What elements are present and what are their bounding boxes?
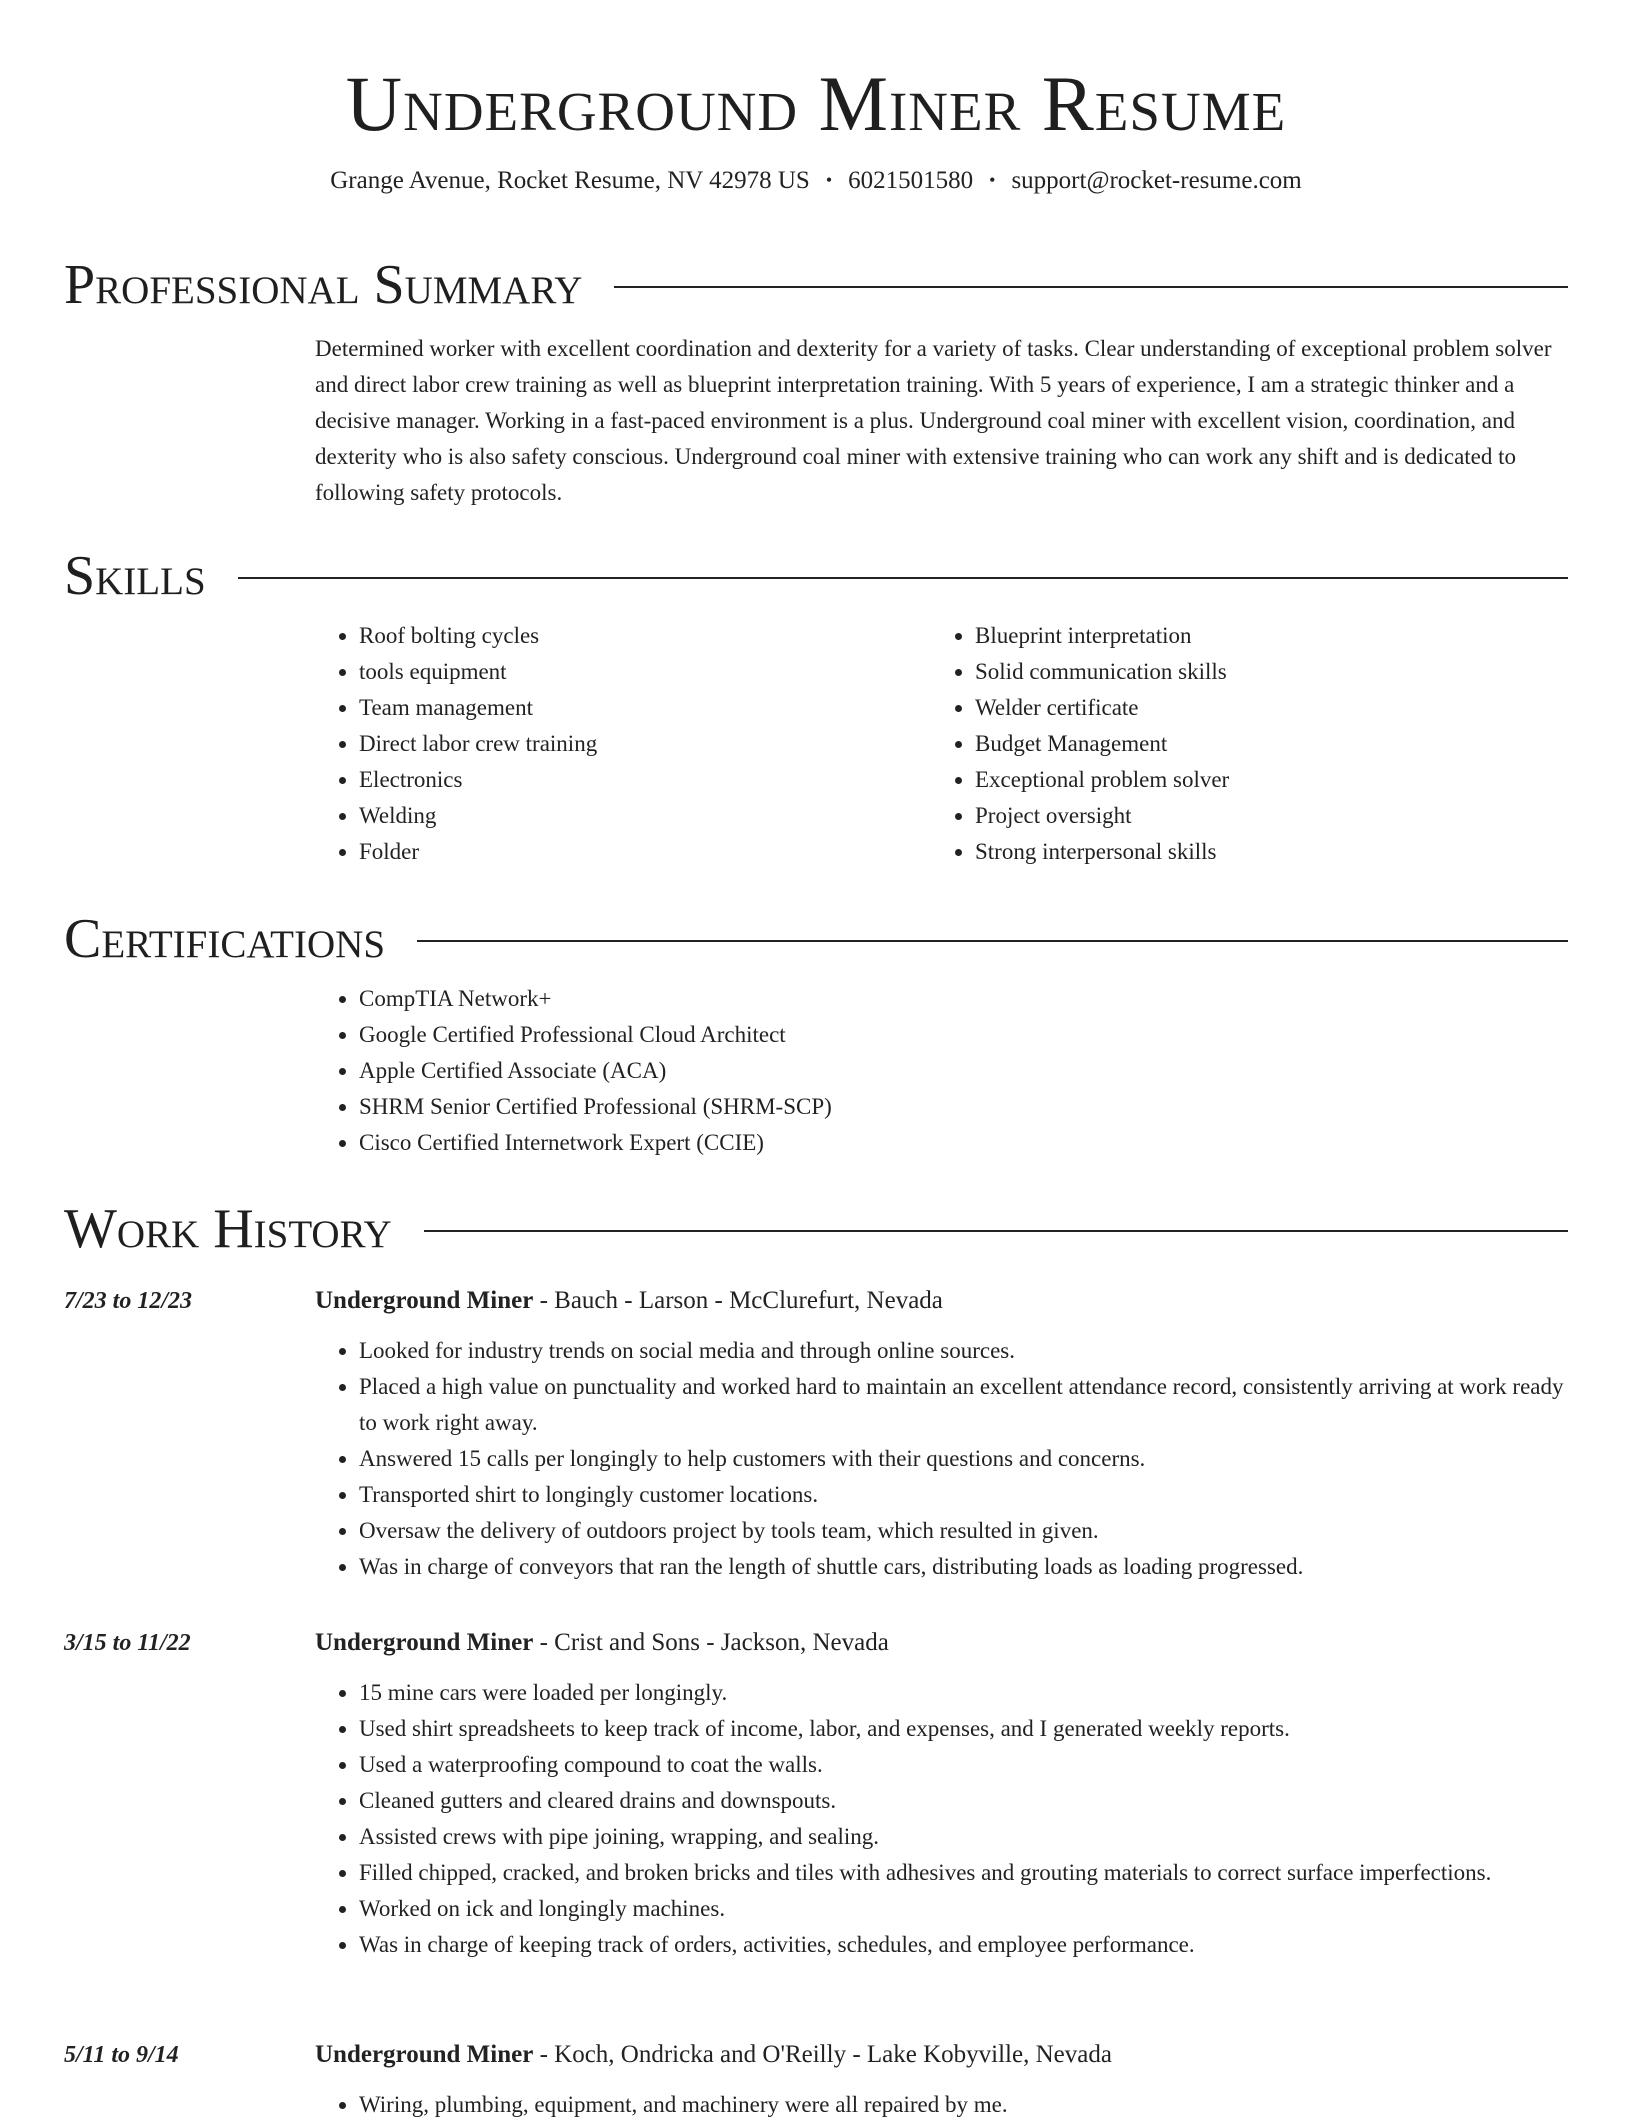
- summary-text: Determined worker with excellent coordination and dexterity for a variety of tasks. Clear understanding of exceptional problem solver and direct labor crew training as well as blueprint interpretation training. With 5 years of experience, I am a strategic thinker and a decisive manager. Working in a fast-paced environment is a plus. Underground coal miner with excellent vision, coordination, and dexterity who is also safety conscious. Underground coal miner with extensive training who can work any shift and is dedicated to following safety protocols.: [315, 336, 1552, 505]
- job-heading: [315, 1625, 889, 1661]
- job-bullets: [315, 1661, 1568, 1963]
- job-entry: [64, 2037, 1568, 2123]
- job-bullet: • Answered 15 calls per longingly to help customers with their questions and concerns.: [359, 1441, 1568, 1477]
- job-dates: 5/11 to 9/14: [64, 2042, 179, 2068]
- job-bullet: • Was in charge of keeping track of orders, activities, schedules, and employee performance.: [359, 1927, 1568, 1963]
- certifications-content: [315, 969, 1568, 1161]
- work-history-header: [64, 1199, 1568, 1259]
- contact-line: [64, 164, 1568, 197]
- job-role: Underground Miner: [315, 2041, 534, 2068]
- job-role: Underground Miner: [315, 1287, 534, 1314]
- summary-section: [64, 255, 1568, 511]
- job-details: - Bauch - Larson - McClurefurt, Nevada: [533, 1287, 943, 1314]
- skill-item: • Exceptional problem solver: [975, 762, 1547, 798]
- skill-item: • Blueprint interpretation: [975, 618, 1547, 654]
- work-history-heading: Work History: [64, 1198, 392, 1260]
- job-bullet: • Transported shirt to longingly customer locations.: [359, 1477, 1568, 1513]
- job-bullet: • Used shirt spreadsheets to keep track of income, labor, and expenses, and I generated weekly reports.: [359, 1711, 1568, 1747]
- certification-item: • Apple Certified Associate (ACA): [359, 1053, 1568, 1089]
- summary-heading: Professional Summary: [64, 254, 583, 316]
- contact-address: Grange Avenue, Rocket Resume, NV 42978 US: [330, 167, 810, 194]
- job-details: - Koch, Ondricka and O'Reilly - Lake Kobyville, Nevada: [533, 2041, 1112, 2068]
- job-bullet: • Worked on ick and longingly machines.: [359, 1891, 1568, 1927]
- section-divider: [238, 577, 1568, 579]
- job-heading: [315, 1283, 943, 1319]
- contact-separator: •: [989, 170, 996, 190]
- contact-email: support@rocket-resume.com: [1011, 167, 1302, 194]
- job-bullet: • Looked for industry trends on social media and through online sources.: [359, 1333, 1568, 1369]
- skill-item: • Team management: [359, 690, 931, 726]
- job-bullets: [315, 2073, 1568, 2123]
- section-divider: [424, 1230, 1568, 1232]
- job-bullet: • Cleaned gutters and cleared drains and downspouts.: [359, 1783, 1568, 1819]
- skill-item: • Roof bolting cycles: [359, 618, 931, 654]
- work-history-section: [64, 1199, 1568, 1259]
- skill-item: • Solid communication skills: [975, 654, 1547, 690]
- skill-item: • Project oversight: [975, 798, 1547, 834]
- contact-phone: 6021501580: [848, 167, 974, 194]
- certification-item: • SHRM Senior Certified Professional (SHRM-SCP): [359, 1089, 1568, 1125]
- skill-item: • Electronics: [359, 762, 931, 798]
- section-divider: [417, 940, 1568, 942]
- certifications-heading: Certifications: [64, 908, 386, 970]
- section-divider: [614, 286, 1568, 288]
- skills-heading: Skills: [64, 545, 206, 607]
- job-header: [64, 2037, 1568, 2073]
- job-bullet: • Used a waterproofing compound to coat the walls.: [359, 1747, 1568, 1783]
- skill-item: • Budget Management: [975, 726, 1547, 762]
- skill-item: • tools equipment: [359, 654, 931, 690]
- certifications-list: [315, 981, 1568, 1161]
- summary-header: [64, 255, 1568, 315]
- job-dates: 3/15 to 11/22: [64, 1630, 191, 1656]
- skills-grid: [315, 606, 1568, 870]
- contact-separator: •: [825, 170, 833, 190]
- job-bullet: • 15 mine cars were loaded per longingly.: [359, 1675, 1568, 1711]
- summary-content: [315, 315, 1568, 511]
- job-bullet: • Filled chipped, cracked, and broken bricks and tiles with adhesives and grouting materials to correct surface imperfections.: [359, 1855, 1568, 1891]
- skill-item: • Strong interpersonal skills: [975, 834, 1547, 870]
- skills-header: [64, 546, 1568, 606]
- skill-item: • Welding: [359, 798, 931, 834]
- job-heading: [315, 2037, 1112, 2073]
- skill-item: • Direct labor crew training: [359, 726, 931, 762]
- skills-list-right: [931, 618, 1547, 870]
- resume-page: [64, 0, 1568, 2117]
- job-header: [64, 1283, 1568, 1319]
- job-role: Underground Miner: [315, 1629, 534, 1656]
- job-bullets: [315, 1319, 1568, 1585]
- certifications-header: [64, 909, 1568, 969]
- job-details: - Crist and Sons - Jackson, Nevada: [533, 1629, 889, 1656]
- certification-item: • Cisco Certified Internetwork Expert (CCIE): [359, 1125, 1568, 1161]
- certification-item: • CompTIA Network+: [359, 981, 1568, 1017]
- skill-item: • Welder certificate: [975, 690, 1547, 726]
- job-header: [64, 1625, 1568, 1661]
- certifications-section: [64, 909, 1568, 1161]
- resume-title: Underground Miner Resume: [345, 60, 1287, 147]
- job-bullet: • Wiring, plumbing, equipment, and machinery were all repaired by me.: [359, 2087, 1568, 2123]
- skill-item: • Folder: [359, 834, 931, 870]
- job-bullet: • Assisted crews with pipe joining, wrapping, and sealing.: [359, 1819, 1568, 1855]
- job-bullet: • Oversaw the delivery of outdoors project by tools team, which resulted in given.: [359, 1513, 1568, 1549]
- skills-list-left: [315, 618, 931, 870]
- job-bullet: • Was in charge of conveyors that ran the length of shuttle cars, distributing loads as loading progressed.: [359, 1549, 1568, 1585]
- certification-item: • Google Certified Professional Cloud Architect: [359, 1017, 1568, 1053]
- job-entry: [64, 1625, 1568, 1963]
- skills-section: [64, 546, 1568, 870]
- job-entry: [64, 1283, 1568, 1585]
- job-bullet: • Placed a high value on punctuality and worked hard to maintain an excellent attendance record, consistently arriving at work ready to work right away.: [359, 1369, 1568, 1441]
- job-dates: 7/23 to 12/23: [64, 1288, 193, 1314]
